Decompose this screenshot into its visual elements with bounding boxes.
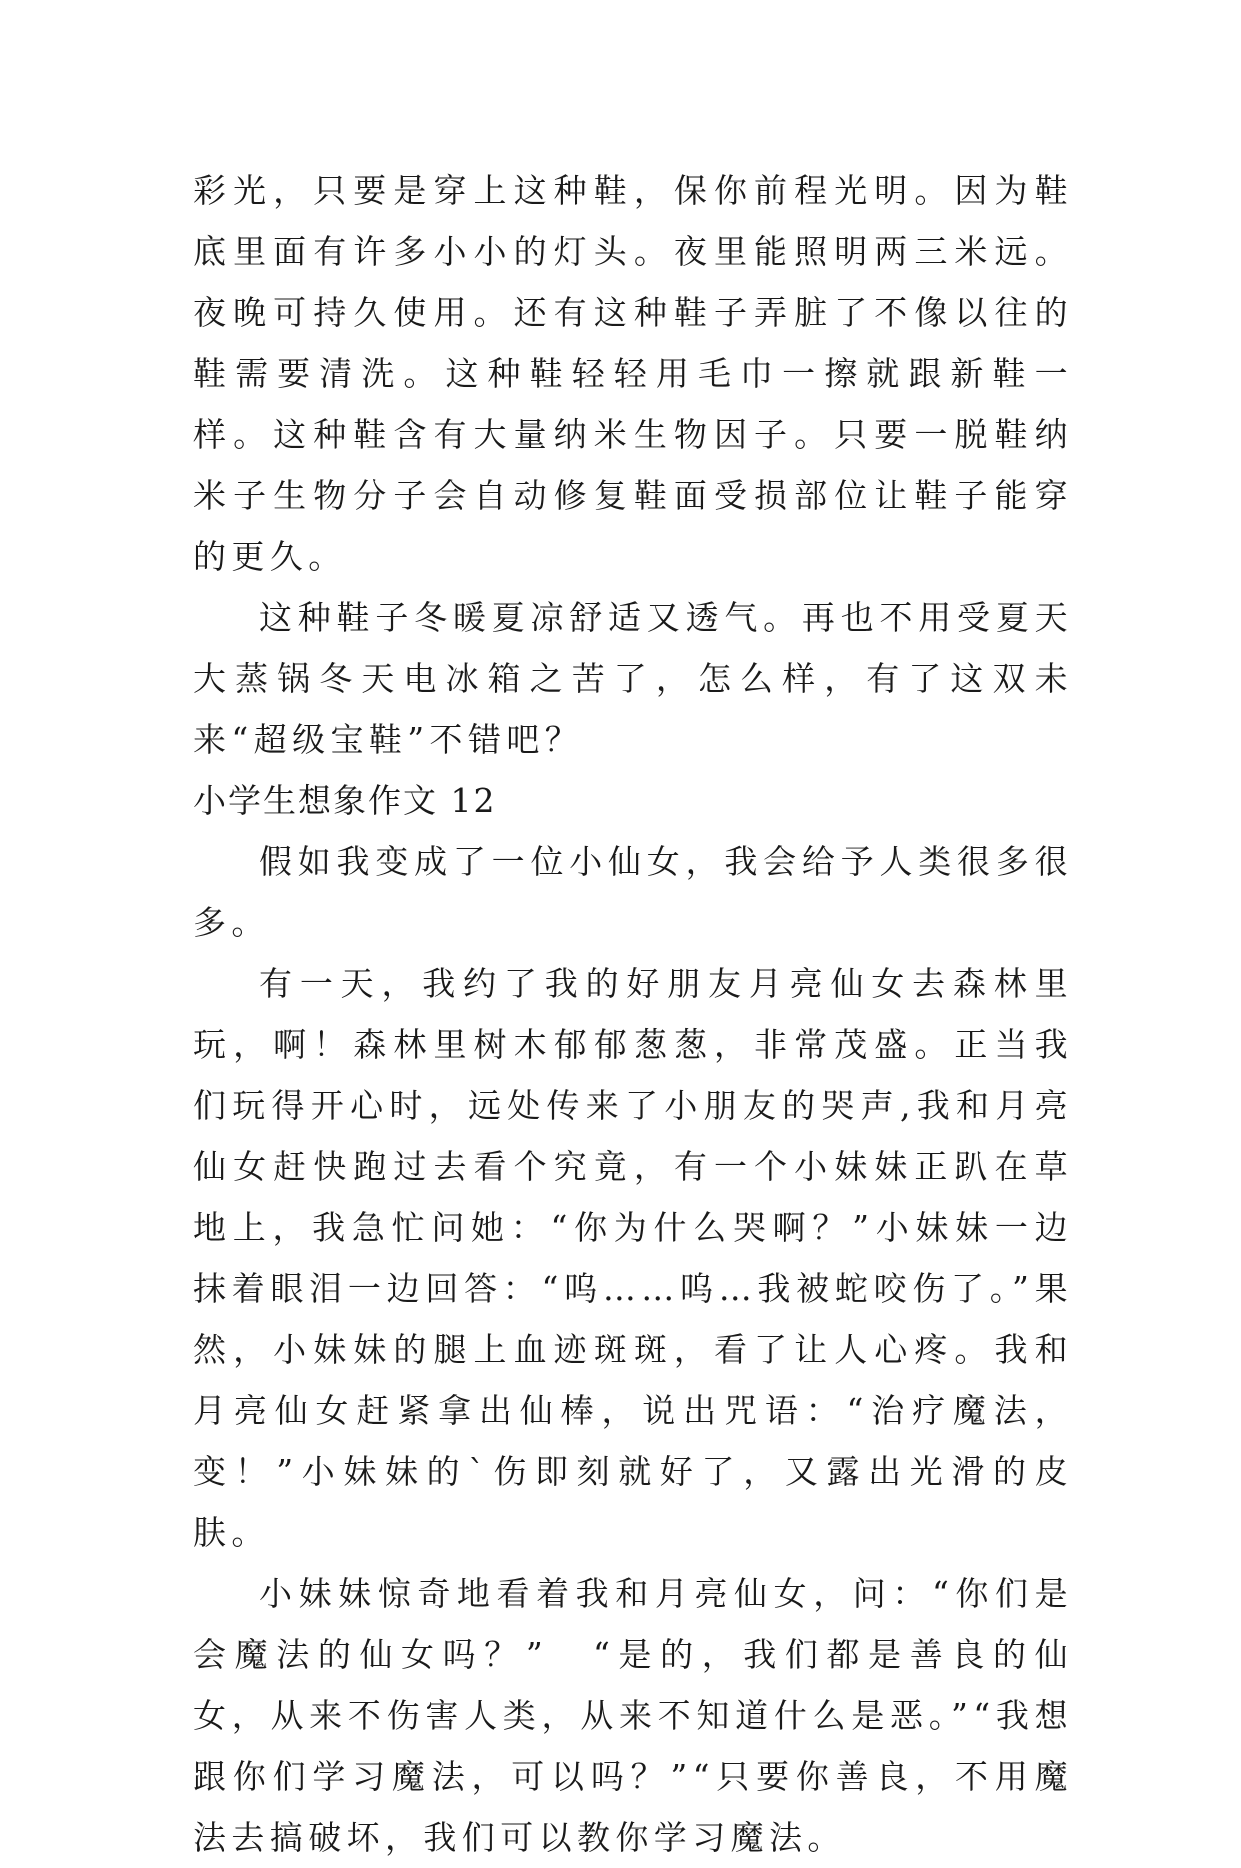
paragraph-shoes-comfort: 这种鞋子冬暖夏凉舒适又透气。再也不用受夏天大蒸锅冬天电冰箱之苦了，怎么样，有了这双未来“超级宝鞋”不错吧？ — [193, 598, 1073, 759]
paragraph-forest-story: 有一天，我约了我的好朋友月亮仙女去森林里玩，啊！森林里树木郁郁葱葱，非常茂盛。正当我们玩得开心时，远处传来了小朋友的哭声,我和月亮仙女赶快跑过去看个究竟，有一个小妹妹正趴在草地上，我急忙问她：“你为什么哭啊？”小妹妹一边抹着眼泪一边回答：“呜……呜…我被蛇咬伤了。”果然，小妹妹的腿上血迹斑斑，看了让人心疼。我和月亮仙女赶紧拿出仙棒，说出咒语：“治疗魔法，变！”小妹妹的`伤即刻就好了，又露出光滑的皮肤。 — [193, 964, 1073, 1552]
paragraph-magic-lesson: 小妹妹惊奇地看着我和月亮仙女，问：“你们是会魔法的仙女吗？” “是的，我们都是善良的仙女，从来不伤害人类，从来不知道什么是恶。”“我想跟你们学习魔法，可以吗？”“只要你善良，不用魔法去搞破坏，我们可以教你学习魔法。 — [193, 1574, 1073, 1857]
section-title: 小学生想象作文 12 — [193, 781, 497, 820]
paragraph-shoes-features: 彩光，只要是穿上这种鞋，保你前程光明。因为鞋底里面有许多小小的灯头。夜里能照明两三米远。夜晚可持久使用。还有这种鞋子弄脏了不像以往的鞋需要清洗。这种鞋轻轻用毛巾一擦就跟新鞋一样。这种鞋含有大量纳米生物因子。只要一脱鞋纳米子生物分子会自动修复鞋面受损部位让鞋子能穿的更久。 — [193, 171, 1073, 576]
paragraph-fairy-intro: 假如我变成了一位小仙女，我会给予人类很多很多。 — [193, 842, 1073, 942]
document-body — [193, 160, 1073, 1868]
